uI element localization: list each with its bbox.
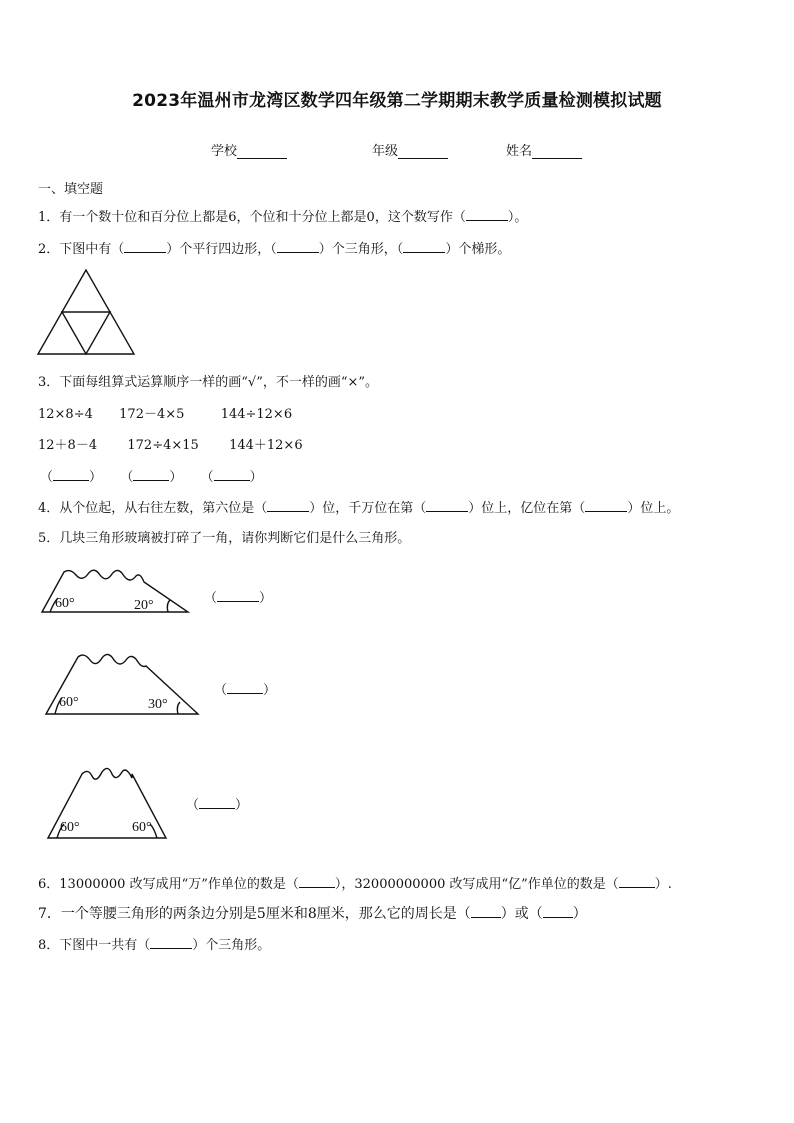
angle-label: 60° xyxy=(59,695,79,710)
answer-blank[interactable] xyxy=(619,875,655,888)
answer-blank[interactable] xyxy=(543,905,573,918)
question-3: 3．下面每组算式运算顺序一样的画“√”，不一样的画“×”。 xyxy=(38,375,379,390)
expr: 12＋8－4 xyxy=(38,438,98,453)
answer-blank[interactable] xyxy=(199,796,235,809)
question-4: 4．从个位起，从右往左数，第六位是（ ）位，千万位在第（ ）位上，亿位在第（ ）位上。 xyxy=(38,501,680,516)
angle-label: 60° xyxy=(132,820,152,835)
expr: 144÷12×6 xyxy=(220,407,293,422)
answer-blank[interactable] xyxy=(299,875,335,888)
answer-tri-2: （ ） xyxy=(214,683,277,698)
question-1: 1．有一个数十位和百分位上都是6，个位和十分位上都是0，这个数写作（ ）。 xyxy=(38,210,528,225)
expr: 172－4×5 xyxy=(119,407,185,422)
name-label: 姓名 xyxy=(506,144,533,159)
angle-label: 30° xyxy=(148,697,168,712)
answer-tri-3: （ ） xyxy=(186,798,249,813)
answer-blank[interactable] xyxy=(227,681,263,694)
question-5: 5．几块三角形玻璃被打碎了一角，请你判断它们是什么三角形。 xyxy=(38,531,411,546)
answer-blank[interactable] xyxy=(150,936,192,949)
school-label: 学校 xyxy=(211,144,238,159)
question-7: 7．一个等腰三角形的两条边分别是5厘米和8厘米，那么它的周长是（ ）或（ ） xyxy=(38,906,587,922)
section-heading: 一、填空题 xyxy=(38,182,104,197)
answer-blank[interactable] xyxy=(471,905,501,918)
question-2: 2．下图中有（ ）个平行四边形，（ ）个三角形，（ ）个梯形。 xyxy=(38,242,511,257)
question-8: 8．下图中一共有（ ）个三角形。 xyxy=(38,938,271,953)
answer-blank[interactable] xyxy=(217,589,259,602)
expr: 12×8÷4 xyxy=(38,407,93,422)
angle-label: 20° xyxy=(134,598,154,613)
angle-label: 60° xyxy=(60,820,80,835)
answer-tri-1: （ ） xyxy=(204,591,273,606)
grade-label: 年级 xyxy=(372,144,399,159)
question-6: 6．13000000 改写成用“万”作单位的数是（ ），32000000000 改写成用“亿”作单位的数是（ ）. xyxy=(38,877,672,892)
angle-label: 60° xyxy=(55,596,75,611)
page-title: 2023年温州市龙湾区数学四年级第二学期期末教学质量检测模拟试题 xyxy=(132,91,662,111)
expr: 144＋12×6 xyxy=(229,438,303,453)
answer-row-3: （ ） （ ） （ ） xyxy=(40,470,263,485)
expr: 172÷4×15 xyxy=(127,438,199,453)
